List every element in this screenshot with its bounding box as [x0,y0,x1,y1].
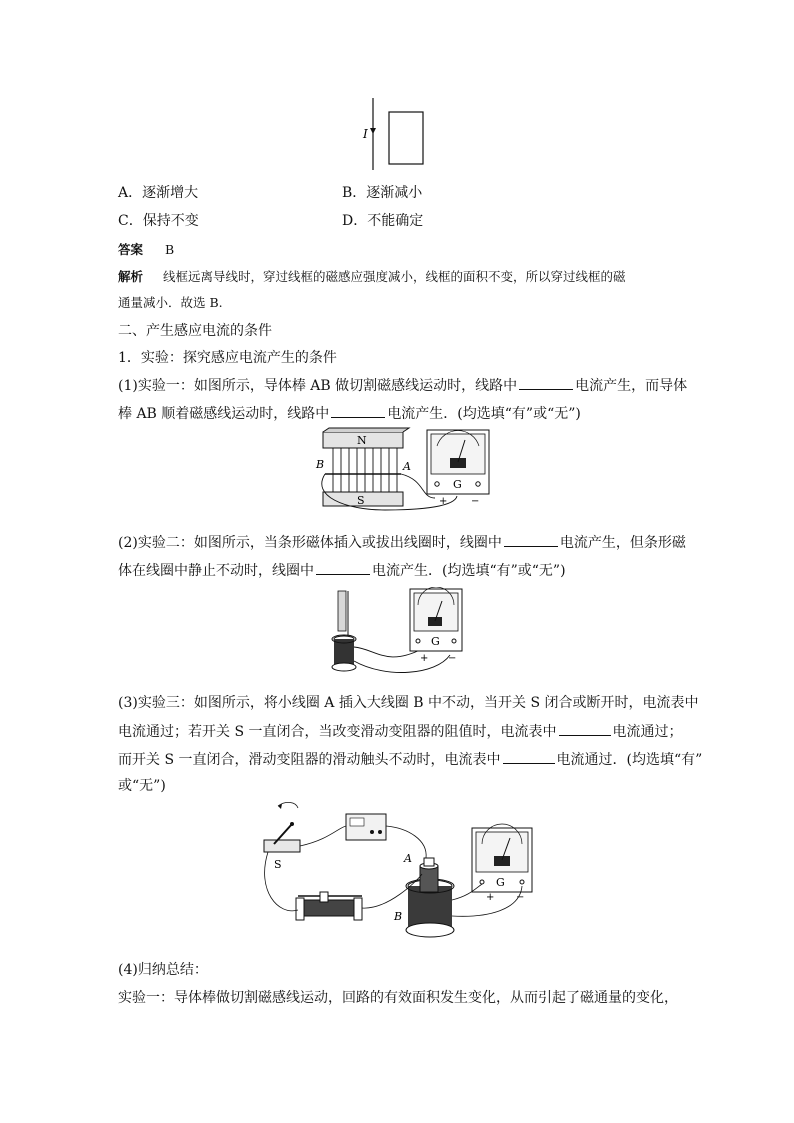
answer-blank[interactable] [559,722,611,736]
exp3-text-3a: 而开关 S 一直闭合，滑动变阻器的滑动触头不动时，电流表中 [118,752,501,768]
option-c: C．保持不变 [118,213,199,229]
option-d: D．不能确定 [342,213,424,229]
galvanometer-g: G [496,876,505,889]
exp3-line-4: 或“无”) [118,778,166,794]
exp1-line-2 [118,404,581,423]
experiment-heading: 1．实验：探究感应电流产生的条件 [118,350,337,366]
exp3-text-2a: 电流通过；若开关 S 一直闭合，当改变滑动变阻器的阻值时，电流表中 [118,724,557,740]
exp2-text-2a: 体在线圈中静止不动时，线圈中 [118,563,314,579]
galvanometer-g: G [453,478,462,491]
experiment1-figure [305,426,505,512]
section-title: 二、产生感应电流的条件 [118,323,272,339]
exp3-line-1: (3)实验三：如图所示，将小线圈 A 插入大线圈 B 中不动，当开关 S 闭合或断开时，电流表中 [118,695,699,711]
analysis-text-1: 线框远离导线时，穿过线框的磁感应强度减小，线框的面积不变，所以穿过线框的磁 [162,269,626,284]
analysis-text-2: 通量减小．故选 B. [118,295,223,310]
exp2-text-1a: (2)实验二：如图所示，当条形磁体插入或拔出线圈时，线圈中 [118,535,502,551]
exp2-line-1 [118,533,686,552]
answer-line [118,241,174,259]
coil-a-label: A [404,852,412,865]
exp1-text-1b: 电流产生，而导体 [575,378,688,394]
summary-title: (4)归纳总结： [118,962,208,978]
experiment3-figure [258,800,550,948]
exp3-text-2b: 电流通过； [612,724,683,740]
exp1-text-2a: 棒 AB 顺着磁感线运动时，线路中 [118,406,330,422]
coil-b-label: B [394,910,403,923]
wire-loop-figure [360,98,440,170]
answer-blank[interactable] [519,376,573,390]
exp1-text-1a: (1)实验一：如图所示，导体棒 AB 做切割磁感线运动时，线路中 [118,378,518,394]
answer-blank[interactable] [331,404,385,418]
current-label: I [363,127,368,141]
minus-terminal: − [516,892,525,903]
galvanometer-g: G [431,635,440,648]
option-b: B．逐渐减小 [342,185,423,201]
exp1-line-1 [118,376,687,395]
minus-terminal: − [448,653,457,664]
switch-label: S [274,858,282,871]
exp2-text-1b: 电流产生，但条形磁 [559,535,686,551]
minus-terminal: − [471,496,480,507]
south-pole: S [357,494,365,507]
answer-blank[interactable] [503,750,555,764]
exp2-line-2 [118,561,566,580]
summary-line-1: 实验一：导体棒做切割磁感线运动，回路的有效面积发生变化，从而引起了磁通量的变化， [118,990,678,1006]
plus-terminal: + [420,653,429,664]
exp3-line-3 [118,750,702,769]
answer-value: B [164,242,175,257]
rod-end-b: B [316,458,325,471]
exp3-line-2 [118,722,683,741]
rod-end-a: A [403,460,411,473]
north-pole: N [357,434,367,447]
analysis-label: 解析 [118,269,144,284]
answer-blank[interactable] [316,561,370,575]
analysis-line-1 [118,268,626,286]
plus-terminal: + [439,496,448,507]
experiment2-figure [326,587,476,679]
answer-blank[interactable] [504,533,558,547]
plus-terminal: + [486,892,495,903]
answer-label: 答案 [118,242,144,257]
exp2-text-2b: 电流产生．(均选填“有”或“无”) [372,563,566,579]
exp3-text-3b: 电流通过．(均选填“有” [556,752,703,768]
option-a: A．逐渐增大 [118,185,199,201]
exp1-text-2b: 电流产生．(均选填“有”或“无”) [387,406,581,422]
